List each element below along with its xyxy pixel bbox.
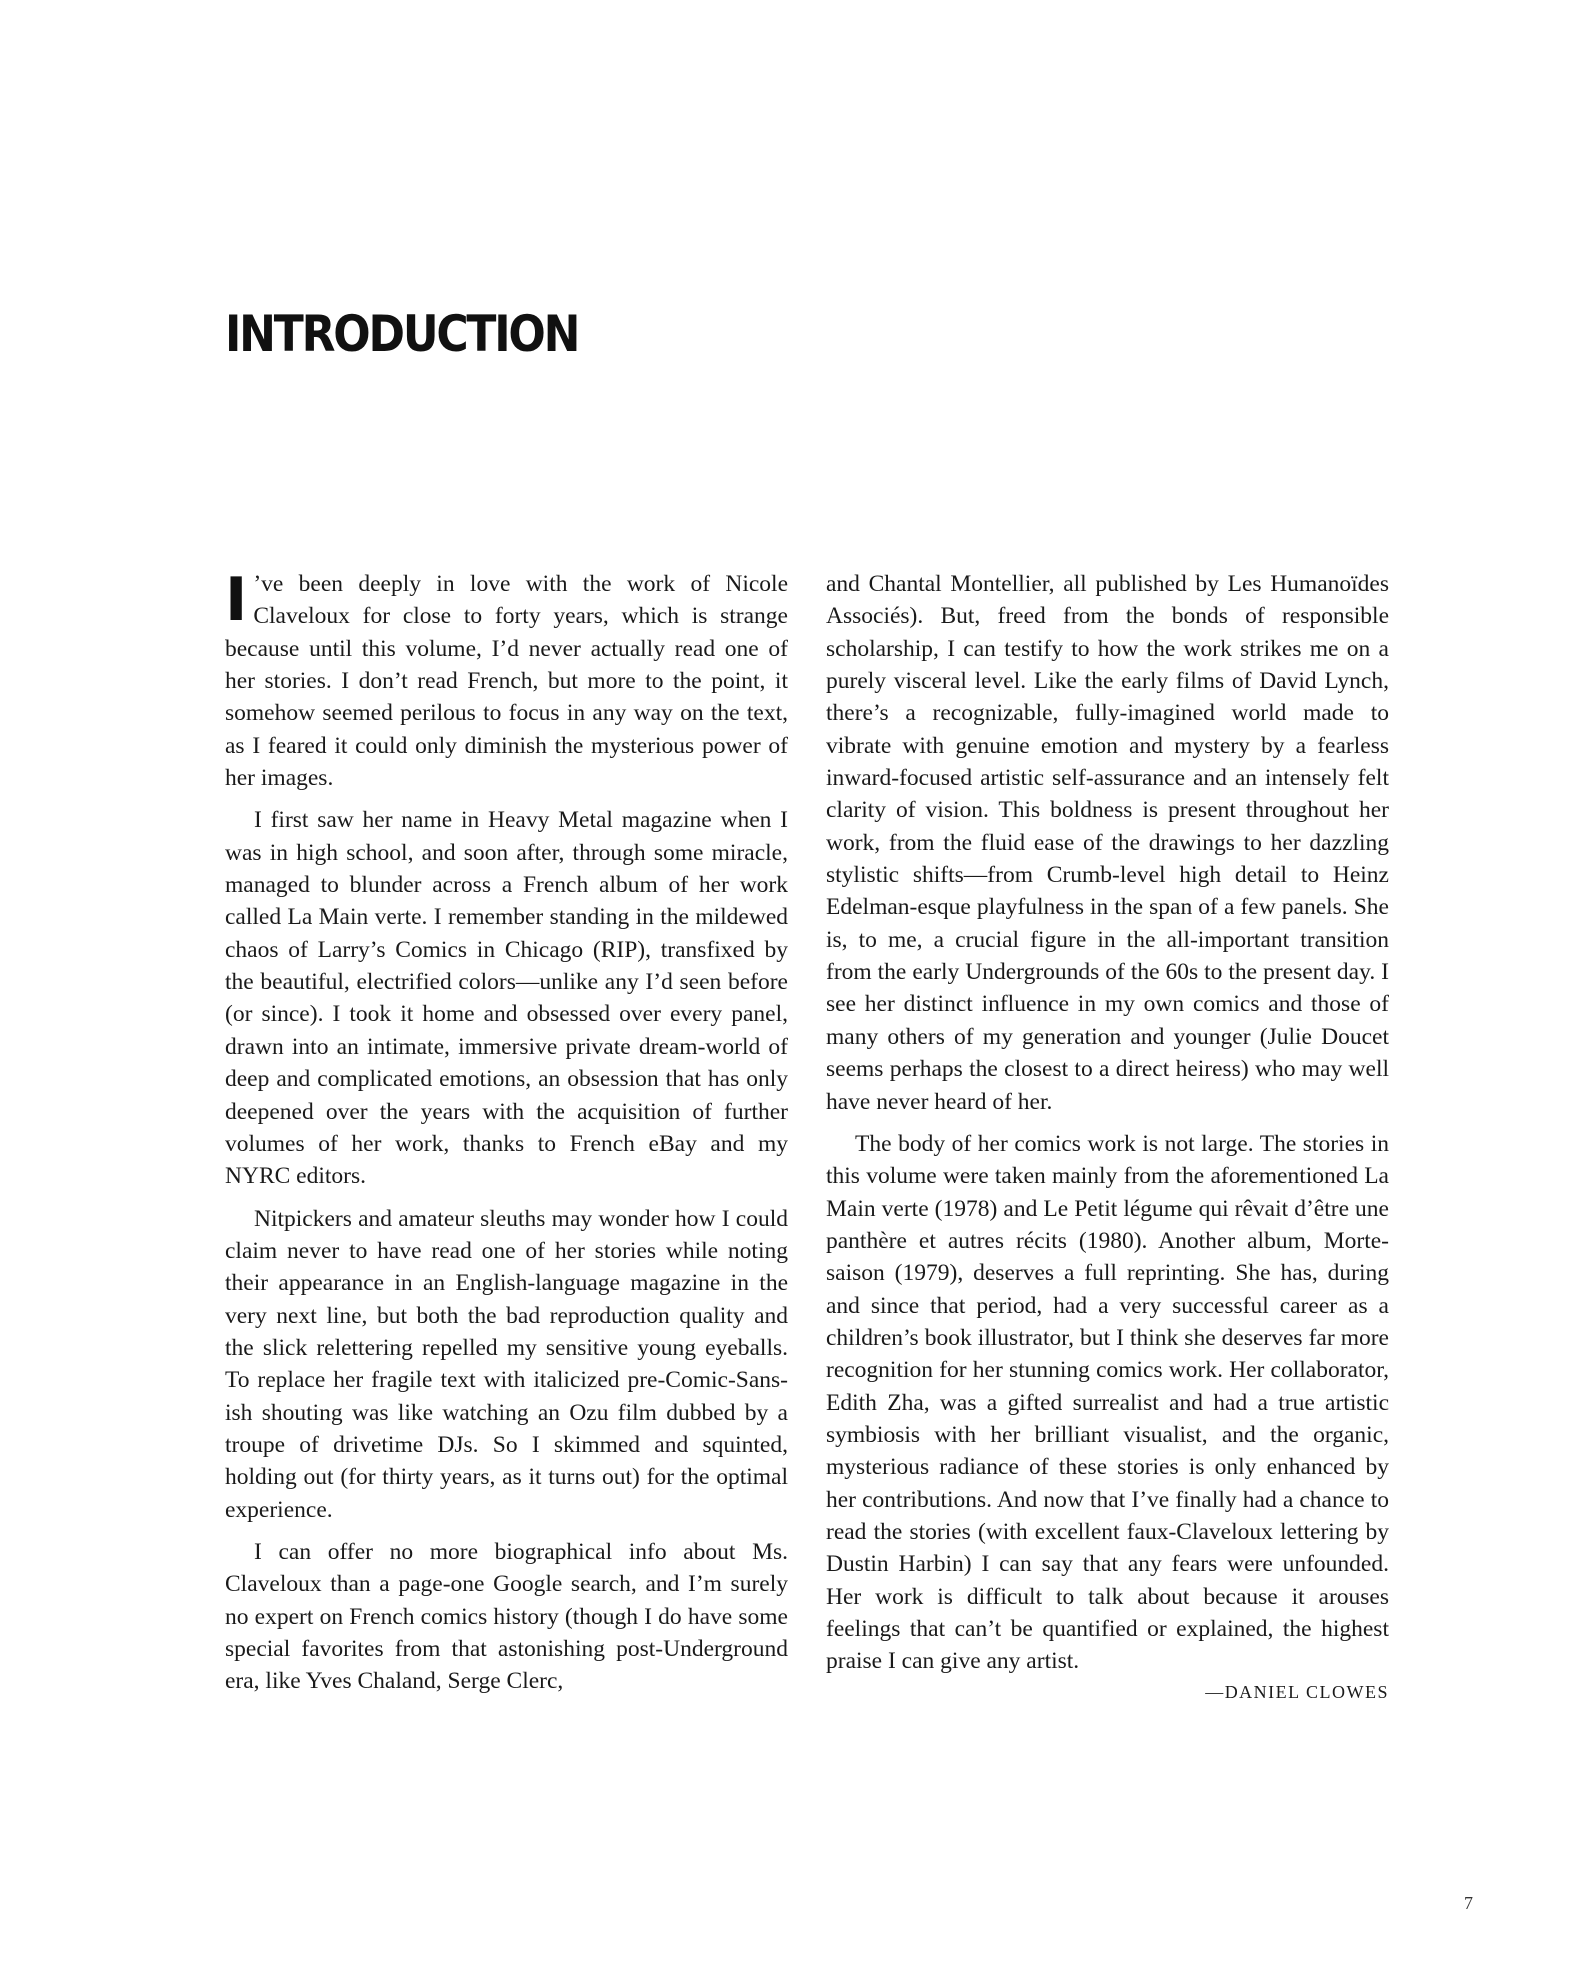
left-column [225,565,788,1708]
paragraph-2: I first saw her name in Heavy Metal magazine when I was in high school, and soon after, through some miracle, managed to blunder across a French album of her work called La Main verte. I remember standing in the mildewed chaos of Larry’s Comics in Chicago (RIP), transfixed by the beautiful, electrified colors—unlike any I’d seen before (or since). I took it home and obsessed over every panel, drawn into an intimate, immersive private dream-world of deep and complicated emotions, an obsession that has only deepened over the years with the acquisition of further volumes of her work, thanks to French eBay and my NYRC editors. [225,807,788,1190]
author-signature: —DANIEL CLOWES [1205,1681,1389,1702]
drop-cap: I [225,565,248,635]
page-title: INTRODUCTION [225,305,579,363]
paragraph-5: The body of her comics work is not large. The stories in this volume were taken mainly from the aforementioned La Main verte (1978) and Le Petit légume qui rêvait d’être une panthère et autres récits (1980). Another album, Morte-saison (1979), deserves a full reprinting. She has, during and since that period, had a very successful career as a children’s book illustrator, but I think she deserves far more recognition for her stunning comics work. Her collaborator, Edith Zha, was a gifted surrealist and had a true artistic symbiosis with her brilliant visualist, and the organic, mysterious radiance of these stories is only enhanced by her contributions. And now that I’ve finally had a chance to read the stories (with excellent faux-Claveloux lettering by Dustin Harbin) I can say that any fears were unfounded. Her work is difficult to talk about because it arouses feelings that can’t be quantified or explained, the highest praise I can give any artist. [826,1130,1389,1675]
paragraph-4: I can offer no more biographical info about Ms. Claveloux than a page-one Google search, and I’m surely no expert on French comics history (though I do have some special favorites from that astonishing post-Underground era, like Yves Chaland, Serge Clerc, [225,1538,788,1695]
paragraph-3: Nitpickers and amateur sleuths may wonder how I could claim never to have read one of her stories while noting their appearance in an English-language magazine in the very next line, but both the bad reproduction quality and the slick relettering repelled my sensitive young eyeballs. To replace her fragile text with italicized pre-Comic-Sans-ish shouting was like watching an Ozu film dubbed by a troupe of drivetime DJs. So I skimmed and squinted, holding out (for thirty years, as it turns out) for the optimal experience. [225,1205,788,1523]
page-number: 7 [1464,1893,1473,1913]
paragraph-4-continued: and Chantal Montellier, all published by Les Humanoïdes Associés). But, freed from the bonds of responsible scholarship, I can testify to how the work strikes me on a purely visceral level. Like the early films of David Lynch, there’s a recognizable, fully-imagined world made to vibrate with genuine emotion and mystery by a fearless inward-focused artistic self-assurance and an intensely felt clarity of vision. This boldness is present throughout her work, from the fluid ease of the drawings to her dazzling stylistic shifts—from Crumb-level high detail to Heinz Edelman-esque playfulness in the span of a few panels. She is, to me, a crucial figure in the all-important transition from the early Undergrounds of the 60s to the present day. I see her distinct influence in my own comics and those of many others of my generation and younger (Julie Doucet seems perhaps the closest to a direct heiress) who may well have never heard of her. [826,571,1389,1115]
right-column [826,568,1389,1716]
paragraph-1 [225,565,788,794]
paragraph-1-text: ’ve been deeply in love with the work of Nicole Claveloux for close to forty years, which is strange because until this volume, I’d never actually read one of her stories. I don’t read French, but more to the point, it somehow seemed perilous to focus in any way on the text, as I feared it could only diminish the mysterious power of her images. [225,571,788,792]
